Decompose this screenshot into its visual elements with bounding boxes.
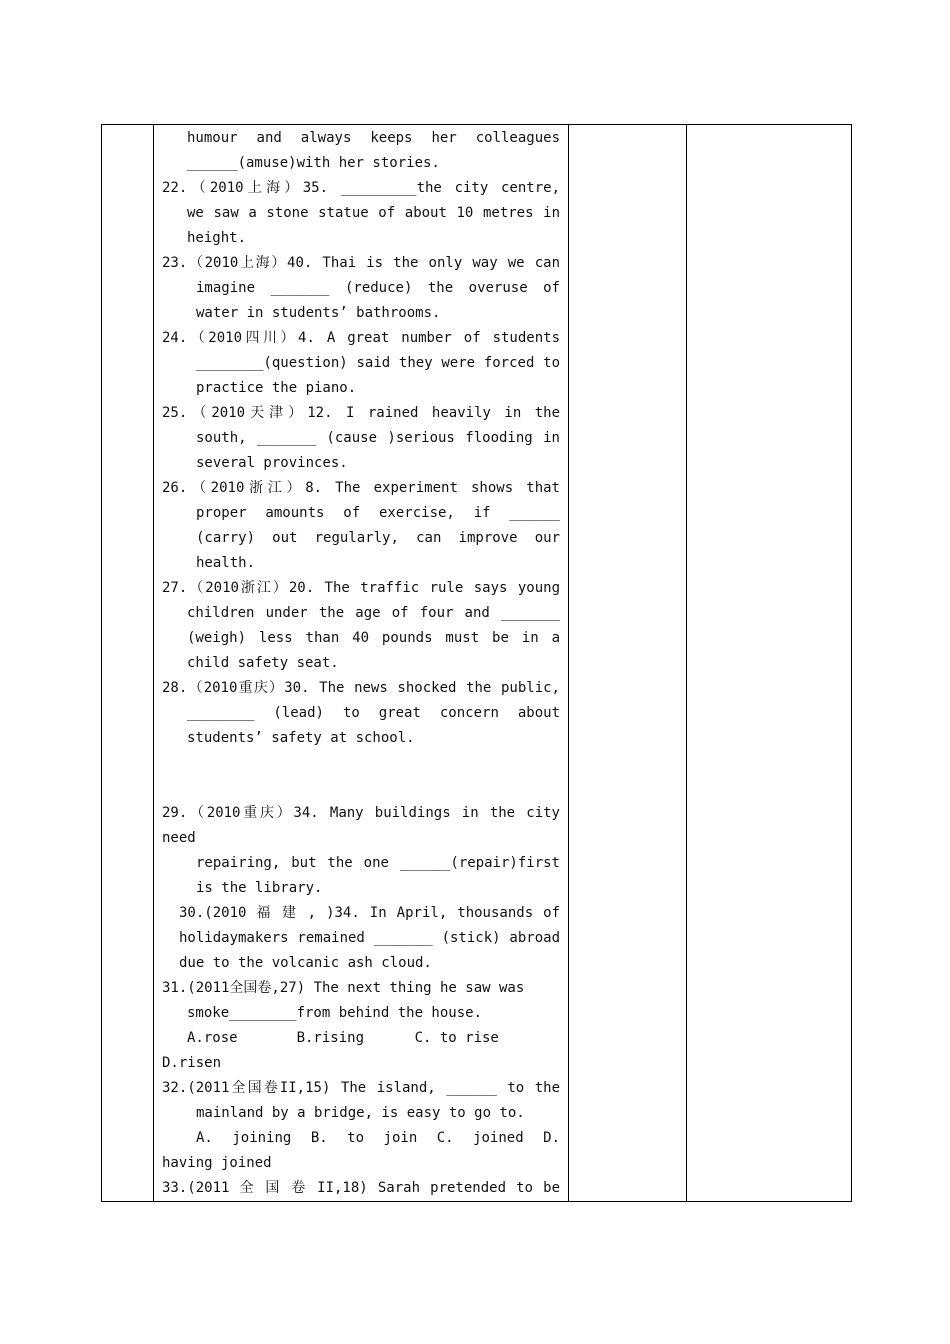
exercise-line: imagine _______ (reduce) the overuse of [196,280,560,296]
exercise-line: 31.(2011全国卷,27) The next thing he saw was [162,980,525,996]
notes-column-cell [687,125,852,1202]
exercise-table [101,124,852,1202]
exercise-line: A.rose B.rising C. to rise [187,1030,499,1046]
exercise-line: 30.(2010 福 建 , )34. In April, thousands of [179,905,560,921]
exercise-line: health. [196,555,256,571]
exercise-line: practice the piano. [196,380,357,396]
exercise-line: child safety seat. [187,655,339,671]
exercise-line: ________(question) said they were forced to [196,355,560,371]
exercise-content-cell [154,125,569,1202]
exercise-line: 33.(2011 全 国 卷 II,18) Sarah pretended to be [162,1180,560,1196]
exercise-line: having joined [162,1155,272,1171]
number-column-cell [102,125,154,1202]
table-row [102,125,852,1202]
exercise-line: water in students’ bathrooms. [196,305,441,321]
exercise-line: 23.（2010上海）40. Thai is the only way we can [162,255,560,271]
exercise-line: humour and always keeps her colleagues [187,130,560,146]
exercise-line: several provinces. [196,455,348,471]
exercise-line: children under the age of four and _______ [187,605,560,621]
answer-column-cell [569,125,687,1202]
exercise-line: height. [187,230,247,246]
exercise-line: D.risen [162,1055,222,1071]
exercise-line: repairing, but the one ______(repair)first [196,855,560,871]
exercise-line: holidaymakers remained _______ (stick) abroad [179,930,560,946]
exercise-line: 25.（2010天津）12. I rained heavily in the [162,405,560,421]
exercise-line: 32.(2011全国卷II,15) The island, ______ to the [162,1080,560,1096]
exercise-text [154,125,568,1201]
exercise-line: 24.（2010四川）4. A great number of students [162,330,560,346]
exercise-line: mainland by a bridge, is easy to go to. [196,1105,525,1121]
exercise-line: ______(amuse)with her stories. [187,155,440,171]
exercise-line: (weigh) less than 40 pounds must be in a [187,630,560,646]
exercise-line: south, _______ (cause )serious flooding in [196,430,560,446]
exercise-line: (carry) out regularly, can improve our [196,530,560,546]
exercise-line: 22.（2010上海）35. _________the city centre, [162,180,560,196]
blank-gap [162,751,560,801]
exercise-line: is the library. [196,880,323,896]
exercise-line: proper amounts of exercise, if ______ [196,505,560,521]
exercise-line: due to the volcanic ash cloud. [179,955,432,971]
exercise-line: 29.（2010重庆）34. Many buildings in the city [162,805,560,821]
exercise-line: A. joining B. to join C. joined D. [196,1130,560,1146]
exercise-line: 28.（2010重庆）30. The news shocked the public, [162,680,560,696]
exercise-line: smoke________from behind the house. [187,1005,483,1021]
exercise-line: 27.（2010浙江）20. The traffic rule says young [162,580,560,596]
exercise-line: we saw a stone statue of about 10 metres in [187,205,560,221]
exercise-line: 26.（2010浙江）8. The experiment shows that [162,480,560,496]
exercise-line: ________ (lead) to great concern about [187,705,560,721]
exercise-line: need [162,830,196,846]
exercise-line: students’ safety at school. [187,730,415,746]
